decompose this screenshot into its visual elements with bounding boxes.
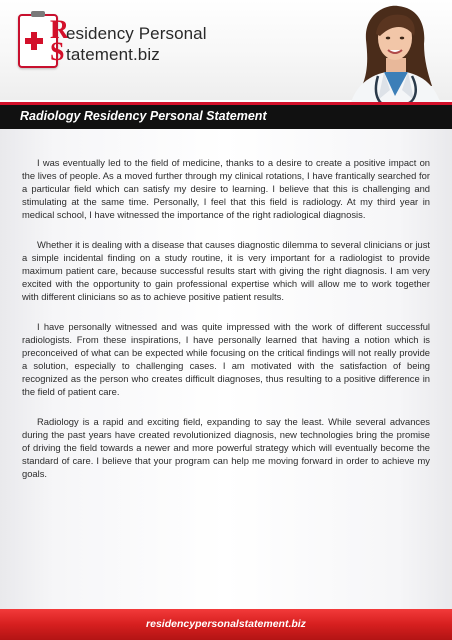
- title-bar: [0, 102, 452, 129]
- footer-bar: [0, 609, 452, 640]
- statement-body: [22, 156, 430, 497]
- logo-text: [66, 23, 207, 65]
- paragraph: I have personally witnessed and was quite impressed with the work of different successful radiologists. From these inspirations, I have personally learned that having a notion which is preconceived of what can be expected while focusing on the critical findings will not really provide a solution, especially to challenging cases. I am motivated with the satisfaction of being recognized as the person who creates difficult diagnoses, thus resulting to a positive difference in the field of patient care.: [22, 321, 430, 397]
- paragraph: Radiology is a rapid and exciting field, expanding to say the least. While several advances during the past years have created revolutionized diagnosis, new technologies bring the promise of driving the field towards a newer and more powerful strategy which will eventually become the standard of care. I believe that your program can help me moving forward in order to achieve my goals.: [22, 416, 430, 479]
- logo-line-1: esidency Personal: [66, 24, 207, 43]
- paragraph: Whether it is dealing with a disease that causes diagnostic dilemma to several clinicians or just a simple incidental finding on a study routine, it is very important for a radiologist to provide maximum patient care, because successful results start with giving the right diagnosis. I am very excited with the opportunity to gain professional expertise which will allow me to work together with different clinicians so as to achieve positive patient results.: [22, 239, 430, 302]
- footer-url-link[interactable]: residencypersonalstatement.biz: [146, 618, 306, 630]
- doctor-illustration: [328, 0, 452, 118]
- logo-letter-r: R: [50, 15, 69, 44]
- logo-line-2: tatement.biz: [66, 45, 160, 64]
- logo-letter-s: S: [50, 37, 65, 66]
- page-title: Radiology Residency Personal Statement: [20, 109, 267, 123]
- paragraph: I was eventually led to the field of medicine, thanks to a desire to create a positive impact on the lives of people. As a moved further through my clinical rotations, I have frantically searched for a particular field which can satisfy my desire to learning. I believe that this is challenging and stimulating at the same time. Personally, I feel that this field is radiology. At my third year in medical school, I have witnessed the importance of the right radiological diagnosis.: [22, 157, 430, 220]
